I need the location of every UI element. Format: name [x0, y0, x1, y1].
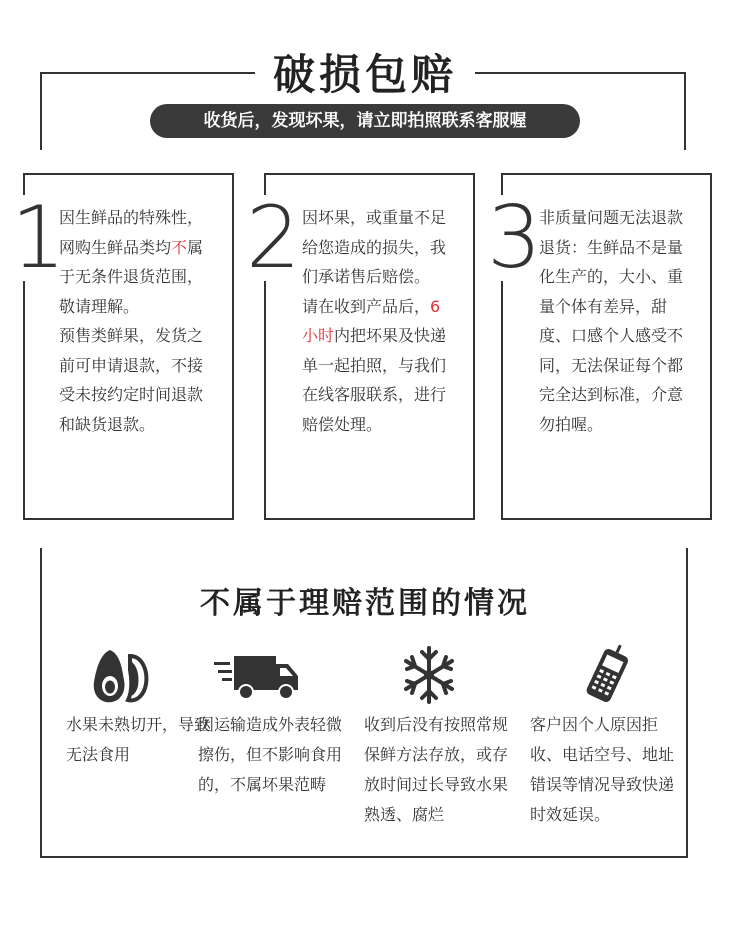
policy-card-2 — [246, 173, 475, 520]
highlight-text: 不 — [171, 237, 188, 257]
card-number: 2 — [246, 188, 301, 288]
exclusion-text: 客户因个人原因拒收、电话空号、地址错误等情况导致快递时效延误。 — [530, 715, 675, 824]
card-paragraph: 因生鲜品的特殊性，网购生鲜品类均不属于无条件退货范围，敬请理解。 — [59, 208, 204, 316]
exclusion-text: 收到后没有按照常规保鲜方法存放，或存放时间过长导致水果熟透、腐烂 — [364, 715, 509, 824]
card-number: 1 — [11, 188, 66, 288]
avocado-icon — [86, 640, 156, 710]
notice-banner: 收货后，发现坏果，请立即拍照联系客服喔 — [150, 104, 580, 138]
snowflake-icon — [394, 640, 464, 710]
highlight-text: 6小时 — [302, 296, 441, 345]
card-number: 3 — [487, 188, 542, 288]
card-paragraph: 请在收到产品后，6小时内把坏果及快递单一起拍照，与我们在线客服联系，进行赔偿处理。 — [302, 296, 447, 434]
card-text — [302, 203, 447, 439]
exclusion-text: 因运输造成外表轻微擦伤，但不影响食用的，不属坏果范畴 — [198, 715, 343, 794]
mobile-phone-icon — [576, 640, 646, 710]
card-paragraph: 因坏果，或重量不足给您造成的损失，我们承诺售后赔偿。 — [302, 208, 447, 286]
policy-card-3 — [487, 173, 712, 520]
delivery-truck-icon — [214, 640, 304, 710]
section-title: 不属于理赔范围的情况 — [200, 586, 530, 621]
card-text — [59, 203, 206, 439]
card-text — [539, 203, 684, 439]
card-paragraph: 非质量问题无法退款退货：生鲜品不是量化生产的，大小、重量个体有差异，甜度、口感个人感受不同，无法保证每个都完全达到标准，介意勿拍喔。 — [539, 208, 684, 434]
policy-card-1 — [11, 173, 234, 520]
page-title: 破损包赔 — [0, 42, 730, 102]
exclusion-text: 水果未熟切开，导致无法食用 — [66, 715, 211, 764]
card-paragraph: 预售类鲜果，发货之前可申请退款，不接受未按约定时间退款和缺货退款。 — [59, 326, 204, 434]
